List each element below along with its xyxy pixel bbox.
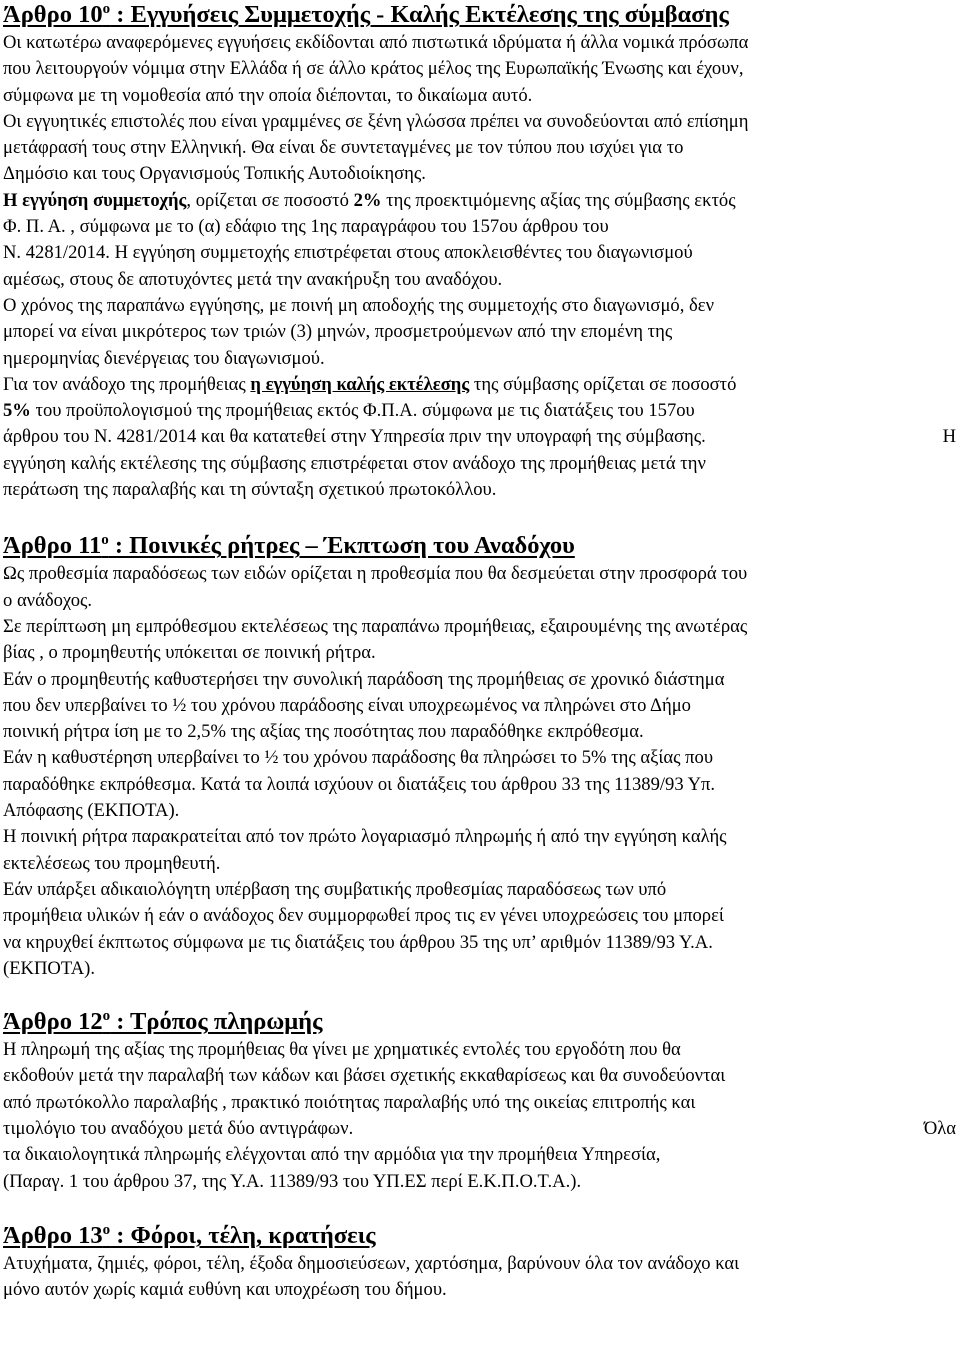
text-line: Η πληρωμή της αξίας της προμήθειας θα γίνει με χρηματικές εντολές του εργοδότη που θα [3, 1039, 681, 1061]
paragraph [3, 109, 956, 188]
heading-title: : Τρόπος πληρωμής [110, 1008, 323, 1036]
article-12-heading [3, 1007, 956, 1037]
paragraph [3, 1251, 956, 1304]
heading-superscript: ο [102, 1, 111, 17]
text-line: τα δικαιολογητικά πληρωμής ελέγχονται από την αρμόδια για την προμήθεια Υπηρεσία, [3, 1144, 661, 1166]
text-run: Όλα [923, 1117, 956, 1139]
text-line: εγγύηση καλής εκτέλεσης της σύμβασης επιστρέφεται στον ανάδοχο της προμήθειας μετά την [3, 452, 706, 474]
text-line: (Παραγ. 1 του άρθρου 37, της Υ.Α. 11389/93 του ΥΠ.ΕΣ περί Ε.Κ.Π.Ο.Τ.Α.). [3, 1170, 582, 1192]
heading-superscript: ο [102, 1008, 111, 1025]
heading-superscript: ο [101, 532, 109, 549]
paragraph [3, 372, 956, 503]
text-line [3, 188, 956, 214]
text-line: εκτελέσεως του προμηθευτή. [3, 852, 221, 874]
article-13-heading [3, 1221, 956, 1251]
text-line: εκδοθούν μετά την παραλαβή των κάδων και βάσει σχετικής εκκαθαρίσεως και θα συνοδεύονται [3, 1065, 726, 1087]
article-11-heading [3, 531, 956, 561]
text-run: , ορίζεται σε ποσοστό [186, 189, 354, 211]
paragraph [3, 1037, 956, 1195]
text-line: που λειτουργούν νόμιμα στην Ελλάδα ή σε άλλο κράτος μέλος της Ευρωπαϊκής Ένωσης και έχουν, [3, 58, 744, 80]
text-run: τιμολόγιο του αναδόχου μετά δύο αντιγράφων. [3, 1117, 354, 1139]
text-line: αμέσως, στους δε αποτυχόντες μετά την ανακήρυξη του αναδόχου. [3, 268, 503, 290]
text-line: Ατυχήματα, ζημιές, φόροι, τέλη, έξοδα δημοσιεύσεων, χαρτόσημα, βαρύνουν όλα τον ανάδοχο και [3, 1252, 740, 1274]
text-run: Για τον ανάδοχο της προμήθειας [3, 373, 251, 395]
text-line: Η ποινική ρήτρα παρακρατείται από τον πρώτο λογαριασμό πληρωμής ή από την εγγύηση καλής [3, 826, 727, 848]
paragraph [3, 293, 956, 372]
text-line: Φ. Π. Α. , σύμφωνα με το (α) εδάφιο της 1ης παραγράφου του 157ου άρθρου του [3, 216, 609, 238]
heading-prefix: Άρθρο 12 [3, 1008, 103, 1036]
text-line: Ως προθεσμία παραδόσεως των ειδών ορίζεται η προθεσμία που θα δεσμεύεται στην προσφορά του [3, 563, 748, 585]
text-line: Δημόσιο και τους Οργανισμούς Τοπικής Αυτοδιοίκησης. [3, 163, 426, 185]
text-line: Εάν υπάρξει αδικαιολόγητη υπέρβαση της συμβατικής προθεσμίας παραδόσεως των υπό [3, 878, 667, 900]
heading-title: : Φόροι, τέλη, κρατήσεις [110, 1221, 376, 1249]
text-line: Οι κατωτέρω αναφερόμενες εγγυήσεις εκδίδονται από πιστωτικά ιδρύματα ή άλλα νομικά πρόσωπα [3, 32, 749, 53]
bold-text: 2% [353, 189, 382, 211]
text-line: περάτωση της παραλαβής και τη σύνταξη σχετικού πρωτοκόλλου. [3, 479, 497, 501]
text-line: Ν. 4281/2014. Η εγγύηση συμμετοχής επιστρέφεται στους αποκλεισθέντες του διαγωνισμού [3, 242, 693, 264]
bold-text: Η εγγύηση συμμετοχής [3, 189, 187, 211]
article-13 [3, 1221, 956, 1304]
text-line: Εάν η καθυστέρηση υπερβαίνει το ½ του χρόνου παράδοσης θα πληρώσει το 5% της αξίας που [3, 747, 714, 769]
text-line: από πρωτόκολλο παραλαβής , πρακτικό ποιότητας παραλαβής υπό της οικείας επιτροπής και [3, 1091, 696, 1113]
text-line: προμήθεια υλικών ή εάν ο ανάδοχος δεν συμμορφωθεί προς τις εν γένει υποχρεώσεις του μπορεί [3, 905, 724, 927]
text-line: Σε περίπτωση μη εμπρόθεσμου εκτελέσεως της παραπάνω προμήθειας, εξαιρουμένης της ανωτέρας [3, 615, 748, 637]
text-run: της σύμβασης ορίζεται σε ποσοστό [469, 373, 737, 395]
text-line: Απόφασης (ΕΚΠΟΤΑ). [3, 800, 180, 822]
text-line: να κηρυχθεί έκπτωτος σύμφωνα με τις διατάξεις του άρθρου 35 της υπ’ αριθμόν 11389/93 Υ.Α. [3, 931, 713, 953]
text-run: Η [942, 426, 956, 448]
heading-prefix: Άρθρο 13 [3, 1221, 103, 1249]
paragraph [3, 561, 956, 982]
text-line [3, 372, 956, 398]
text-line: (ΕΚΠΟΤΑ). [3, 957, 95, 979]
article-11 [3, 531, 956, 982]
text-line: ο ανάδοχος. [3, 589, 93, 611]
text-line: βίας , ο προμηθευτής υπόκειται σε ποινική ρήτρα. [3, 642, 376, 664]
heading-title: : Ποινικές ρήτρες – Έκπτωση του Αναδόχου [108, 532, 575, 560]
text-line: Εάν ο προμηθευτής καθυστερήσει την συνολική παράδοση της προμήθειας σε χρονικό διάστημα [3, 668, 725, 690]
heading-prefix: Άρθρο 11 [3, 532, 102, 560]
text-line: ημερομηνίας διενέργειας του διαγωνισμού. [3, 347, 325, 369]
text-line: Οι εγγυητικές επιστολές που είναι γραμμένες σε ξένη γλώσσα πρέπει να συνοδεύονται από επίσημη [3, 110, 749, 132]
text-line [3, 398, 956, 424]
paragraph [3, 188, 956, 293]
article-12 [3, 1007, 956, 1195]
text-line: μπορεί να είναι μικρότερος των τριών (3) μηνών, προσμετρούμενων από την επομένη της [3, 321, 673, 343]
article-10-heading [3, 0, 956, 30]
text-line: ποινική ρήτρα ίση με το 2,5% της αξίας της ποσότητας που παραδόθηκε εκπρόθεσμα. [3, 721, 644, 743]
bold-text: 5% [3, 400, 31, 422]
text-line: που δεν υπερβαίνει το ½ του χρόνου παράδοσης είναι υποχρεωμένος να πληρώνει στο Δήμο [3, 694, 691, 716]
text-line: Ο χρόνος της παραπάνω εγγύησης, με ποινή μη αποδοχής της συμμετοχής στο διαγωνισμό, δεν [3, 294, 714, 316]
paragraph [3, 30, 956, 109]
heading-prefix: Άρθρο 10 [3, 1, 103, 28]
article-10 [3, 0, 956, 503]
text-run: άρθρου του Ν. 4281/2014 και θα κατατεθεί στην Υπηρεσία πριν την υπογραφή της σύμβασης. [3, 426, 706, 448]
text-run: του προϋπολογισμού της προμήθειας εκτός Φ.Π.Α. σύμφωνα με τις διατάξεις του 157ου [30, 400, 695, 422]
text-line: παραδόθηκε εκπρόθεσμα. Κατά τα λοιπά ισχύουν οι διατάξεις του άρθρου 33 της 11389/93 Υπ. [3, 773, 716, 795]
text-line [3, 1116, 956, 1142]
heading-title: : Εγγυήσεις Συμμετοχής - Καλής Εκτέλεσης της σύμβασης [110, 1, 729, 28]
text-run: της προεκτιμόμενης αξίας της σύμβασης εκτός [381, 189, 736, 211]
text-line: μόνο αυτόν χωρίς καμιά ευθύνη και υποχρέωση του δήμου. [3, 1279, 447, 1301]
text-line [3, 424, 956, 450]
text-line: σύμφωνα με τη νομοθεσία από την οποία διέπονται, το δικαίωμα αυτό. [3, 84, 533, 106]
text-line: μετάφρασή τους στην Ελληνική. Θα είναι δε συντεταγμένες με τον τύπου που ισχύει για το [3, 137, 684, 159]
bold-underlined-text: η εγγύηση καλής εκτέλεσης [250, 373, 470, 395]
heading-superscript: ο [102, 1221, 111, 1238]
